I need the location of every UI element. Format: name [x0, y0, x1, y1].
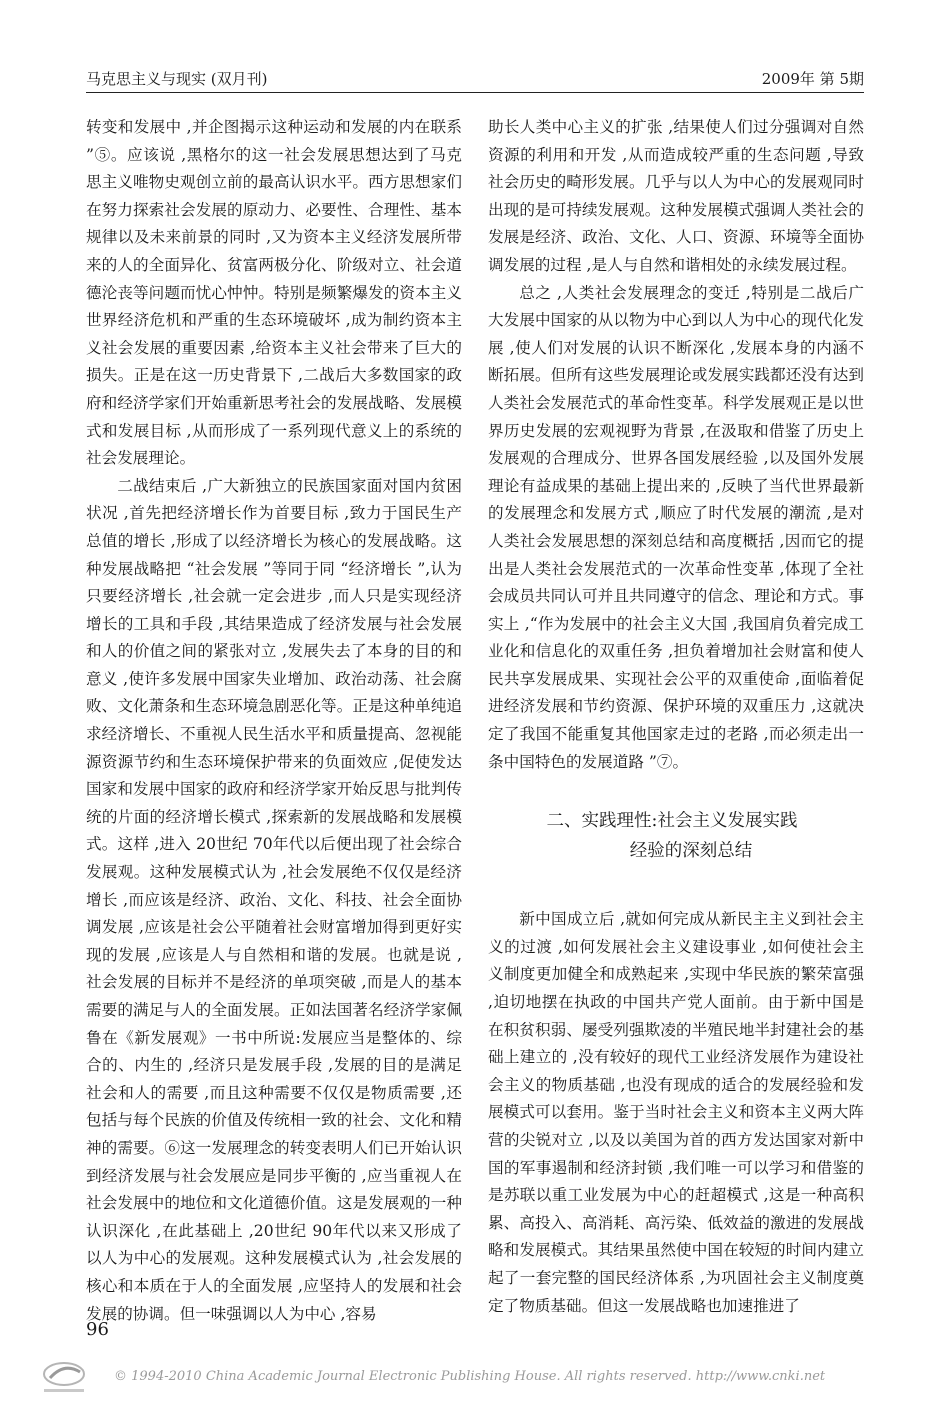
running-header: [86, 68, 864, 96]
copyright-notice: © 1994-2010 China Academic Journal Electronic Publishing House. All rights reserved. http://www.cnki.net: [114, 1369, 826, 1384]
left-column: [86, 114, 462, 1328]
right-column: [488, 114, 864, 1320]
header-rule: [86, 92, 864, 93]
section-heading-line1: 二、实践理性:社会主义发展实践: [546, 811, 798, 832]
section-heading-line2: 经验的深刻总结: [629, 841, 753, 862]
paragraph: 转变和发展中 ,并企图揭示这种运动和发展的内在联系 ”⑤。应该说 ,黑格尔的这一社会发展思想达到了马克思主义唯物史观创立前的最高认识水平。西方思想家们在努力探索社会发展的原动力、必要性、合理性、基本规律以及未来前景的同时 ,又为资本主义经济发展所带来的人的全面异化、贫富两极分化、阶级对立、社会道德沦丧等问题而忧心忡忡。特别是频繁爆发的资本主义世界经济危机和严重的生态环境破坏 ,成为制约资本主义社会发展的重要因素 ,给资本主义社会带来了巨大的损失。正是在这一历史背景下 ,二战后大多数国家的政府和经济学家们开始重新思考社会的发展战略、发展模式和发展目标 ,从而形成了一系列现代意义上的系统的社会发展理论。: [86, 118, 462, 468]
paragraph: 总之 ,人类社会发展理念的变迁 ,特别是二战后广大发展中国家的从以物为中心到以人为中心的现代化发展 ,使人们对发展的认识不断深化 ,发展本身的内涵不断拓展。但所有这些发展理论或发展实践都还没有达到人类社会发展范式的革命性变革。科学发展观正是以世界历史发展的宏观视野为背景 ,在汲取和借鉴了历史上发展观的合理成分、世界各国发展经验 ,以及国外发展理论有益成果的基础上提出来的 ,反映了当代世界最新的发展理念和发展方式 ,顺应了时代发展的潮流 ,是对人类社会发展思想的深刻总结和高度概括 ,因而它的提出是人类社会发展范式的一次革命性变革 ,体现了全社会成员共同认可并且共同遵守的信念、理论和方式。事实上 ,“作为发展中的社会主义大国 ,我国肩负着完成工业化和信息化的双重任务 ,担负着增加社会财富和使人民共享发展成果、实现社会公平的双重使命 ,面临着促进经济发展和节约资源、保护环境的双重压力 ,这就决定了我国不能重复其他国家走过的老路 ,而必须走出一条中国特色的发展道路 ”⑦。: [488, 283, 864, 771]
page-number: 96: [86, 1319, 109, 1340]
issue-label: 2009年 第 5期: [761, 70, 864, 88]
section-heading: [488, 806, 864, 866]
paragraph: 助长人类中心主义的扩张 ,结果使人们过分强调对自然资源的利用和开发 ,从而造成较严重的生态问题 ,导致社会历史的畸形发展。几乎与以人为中心的发展观同时出现的是可持续发展观。这种发展模式强调人类社会的发展是经济、政治、文化、人口、资源、环境等全面协调发展的过程 ,是人与自然和谐相处的永续发展过程。: [488, 118, 864, 274]
paragraph: 二战结束后 ,广大新独立的民族国家面对国内贫困状况 ,首先把经济增长作为首要目标 ,致力于国民生产总值的增长 ,形成了以经济增长为核心的发展战略。这种发展战略把 “社会发展 ”等同于同 “经济增长 ”,认为只要经济增长 ,社会就一定会进步 ,而人只是实现经济增长的工具和手段 ,其结果造成了经济发展与社会发展和人的价值之间的紧张对立 ,发展失去了本身的目的和意义 ,使许多发展中国家失业增加、政治动荡、社会腐败、文化萧条和生态环境急剧恶化等。正是这种单纯追求经济增长、不重视人民生活水平和质量提高、忽视能源资源节约和生态环境保护带来的负面效应 ,促使发达国家和发展中国家的政府和经济学家开始反思与批判传统的片面的经济增长模式 ,探索新的发展战略和发展模式。这样 ,进入 20世纪 70年代以后便出现了社会综合发展观。这种发展模式认为 ,社会发展绝不仅仅是经济增长 ,而应该是经济、政治、文化、科技、社会全面协调发展 ,应该是社会公平随着社会财富增加得到更好实现的发展 ,应该是人与自然相和谐的发展。也就是说 ,社会发展的目标并不是经济的单项突破 ,而是人的基本需要的满足与人的全面发展。正如法国著名经济学家佩鲁在《新发展观》一书中所说:发展应当是整体的、综合的、内生的 ,经济只是发展手段 ,发展的目的是满足社会和人的需要 ,而且这种需要不仅仅是物质需要 ,还包括与每个民族的价值及传统相一致的社会、文化和精神的需要。⑥这一发展理念的转变表明人们已开始认识到经济发展与社会发展应是同步平衡的 ,应当重视人在社会发展中的地位和文化道德价值。这是发展观的一种认识深化 ,在此基础上 ,20世纪 90年代以来又形成了以人为中心的发展观。这种发展模式认为 ,社会发展的核心和本质在于人的全面发展 ,应坚持人的发展和社会发展的协调。但一味强调以人为中心 ,容易: [86, 476, 462, 1323]
cnki-logo-icon: [36, 1360, 92, 1396]
journal-title: 马克思主义与现实 (双月刊): [86, 70, 268, 88]
paragraph: 新中国成立后 ,就如何完成从新民主主义到社会主义的过渡 ,如何发展社会主义建设事业 ,如何使社会主义制度更加健全和成熟起来 ,实现中华民族的繁荣富强 ,迫切地摆在执政的中国共产党人面前。由于新中国是在积贫积弱、屡受列强欺凌的半殖民地半封建社会的基础上建立的 ,没有较好的现代工业经济发展作为建设社会主义的物质基础 ,也没有现成的适合的发展经验和发展模式可以套用。鉴于当时社会主义和资本主义两大阵营的尖锐对立 ,以及以美国为首的西方发达国家对新中国的军事遏制和经济封锁 ,我们唯一可以学习和借鉴的是苏联以重工业发展为中心的赶超模式 ,这是一种高积累、高投入、高消耗、高污染、低效益的激进的发展战略和发展模式。其结果虽然使中国在较短的时间内建立起了一套完整的国民经济体系 ,为巩固社会主义制度奠定了物质基础。但这一发展战略也加速推进了: [488, 910, 864, 1315]
footer: [36, 1360, 916, 1396]
